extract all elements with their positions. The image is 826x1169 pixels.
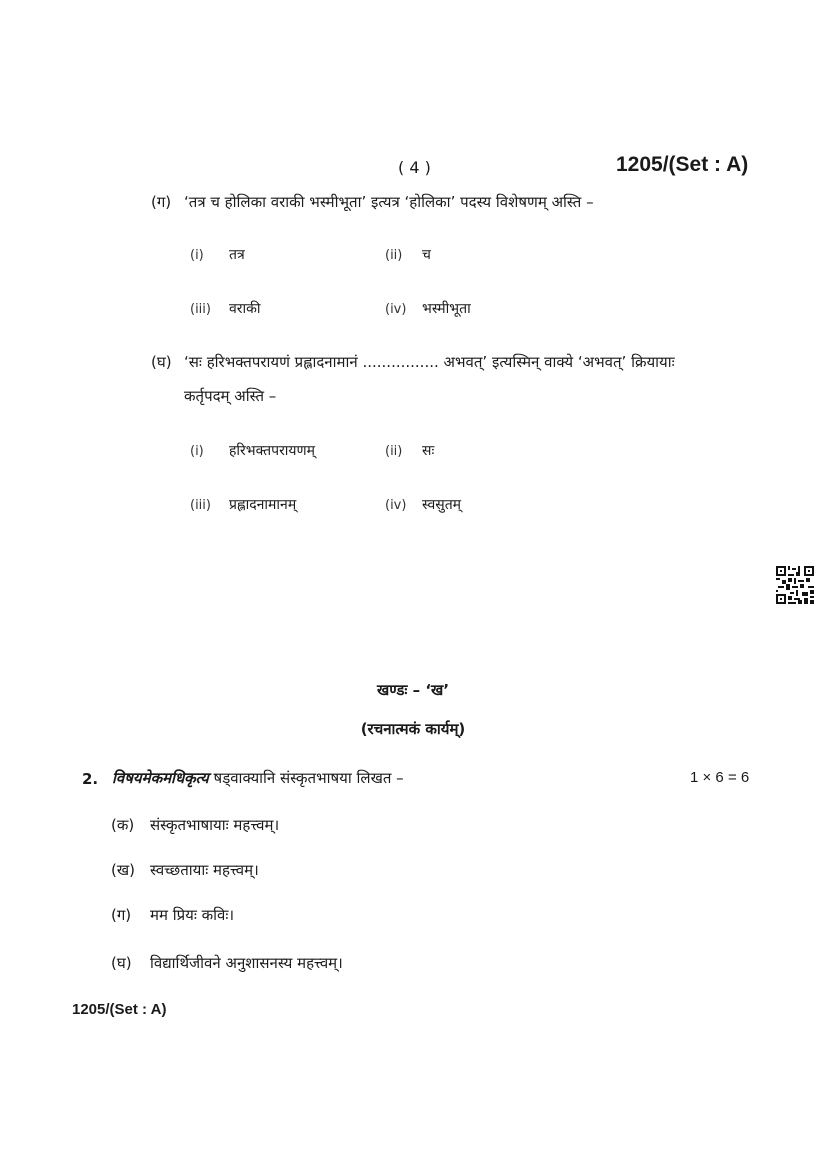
option-text: भस्मीभूता [422,301,471,317]
set-code-footer: 1205/(Set : A) [72,1001,167,1018]
item-text: विद्यार्थिजीवने अनुशासनस्य महत्त्वम्। [150,954,343,972]
item-label: (ख) [111,861,135,879]
question-2-emphasis: विषयमेकमधिकृत्य [112,769,209,787]
option-number: (iii) [190,302,211,317]
option-number: (ii) [385,248,403,263]
option-text: वराकी [229,301,261,317]
option-number: (ii) [385,444,403,459]
question-number: 2. [82,770,99,788]
option-number: (i) [190,444,204,459]
section-title: खण्डः – ‘ख’ [376,681,450,699]
question-2-text [112,768,404,788]
item-text: संस्कृतभाषायाः महत्त्वम्। [150,816,280,834]
qr-code-icon [776,566,814,604]
option-number: (iii) [190,498,211,513]
option-text: हरिभक्तपरायणम् [229,443,316,459]
item-text: मम प्रियः कविः। [150,906,235,924]
option-text: प्रह्लादनामानम् [229,497,297,513]
option-number: (iv) [385,498,407,513]
marks-allocation: 1 × 6 = 6 [690,769,750,786]
question-2-instruction: षड्वाक्यानि संस्कृतभाषया लिखत – [208,769,404,787]
option-text: स्वसुतम् [422,497,462,513]
item-label: (ग) [111,906,132,924]
question-label-ga: (ग) [151,193,172,211]
option-number: (i) [190,248,204,263]
page-number: ( 4 ) [398,158,431,177]
item-label: (घ) [111,954,132,972]
option-text: तत्र [229,247,245,263]
item-text: स्वच्छतायाः महत्त्वम्। [150,861,259,879]
option-text: सः [422,443,435,459]
question-text-gha-line1: ‘सः हरिभक्तपरायणं प्रह्लादनामानं ................ अभवत्’ इत्यस्मिन् वाक्ये ‘अभवत्’ क्रियायाः [184,353,675,371]
question-text-gha-line2: कर्तृपदम् अस्ति – [184,387,277,405]
question-text-ga: ‘तत्र च होलिका वराकी भस्मीभूता’ इत्यत्र ‘होलिका’ पदस्य विशेषणम् अस्ति – [184,193,594,211]
set-code-header: 1205/(Set : A) [616,153,749,176]
item-label: (क) [111,816,135,834]
option-text: च [422,247,431,263]
question-label-gha: (घ) [151,353,172,371]
section-subtitle: (रचनात्मकं कार्यम्) [360,720,466,738]
option-number: (iv) [385,302,407,317]
